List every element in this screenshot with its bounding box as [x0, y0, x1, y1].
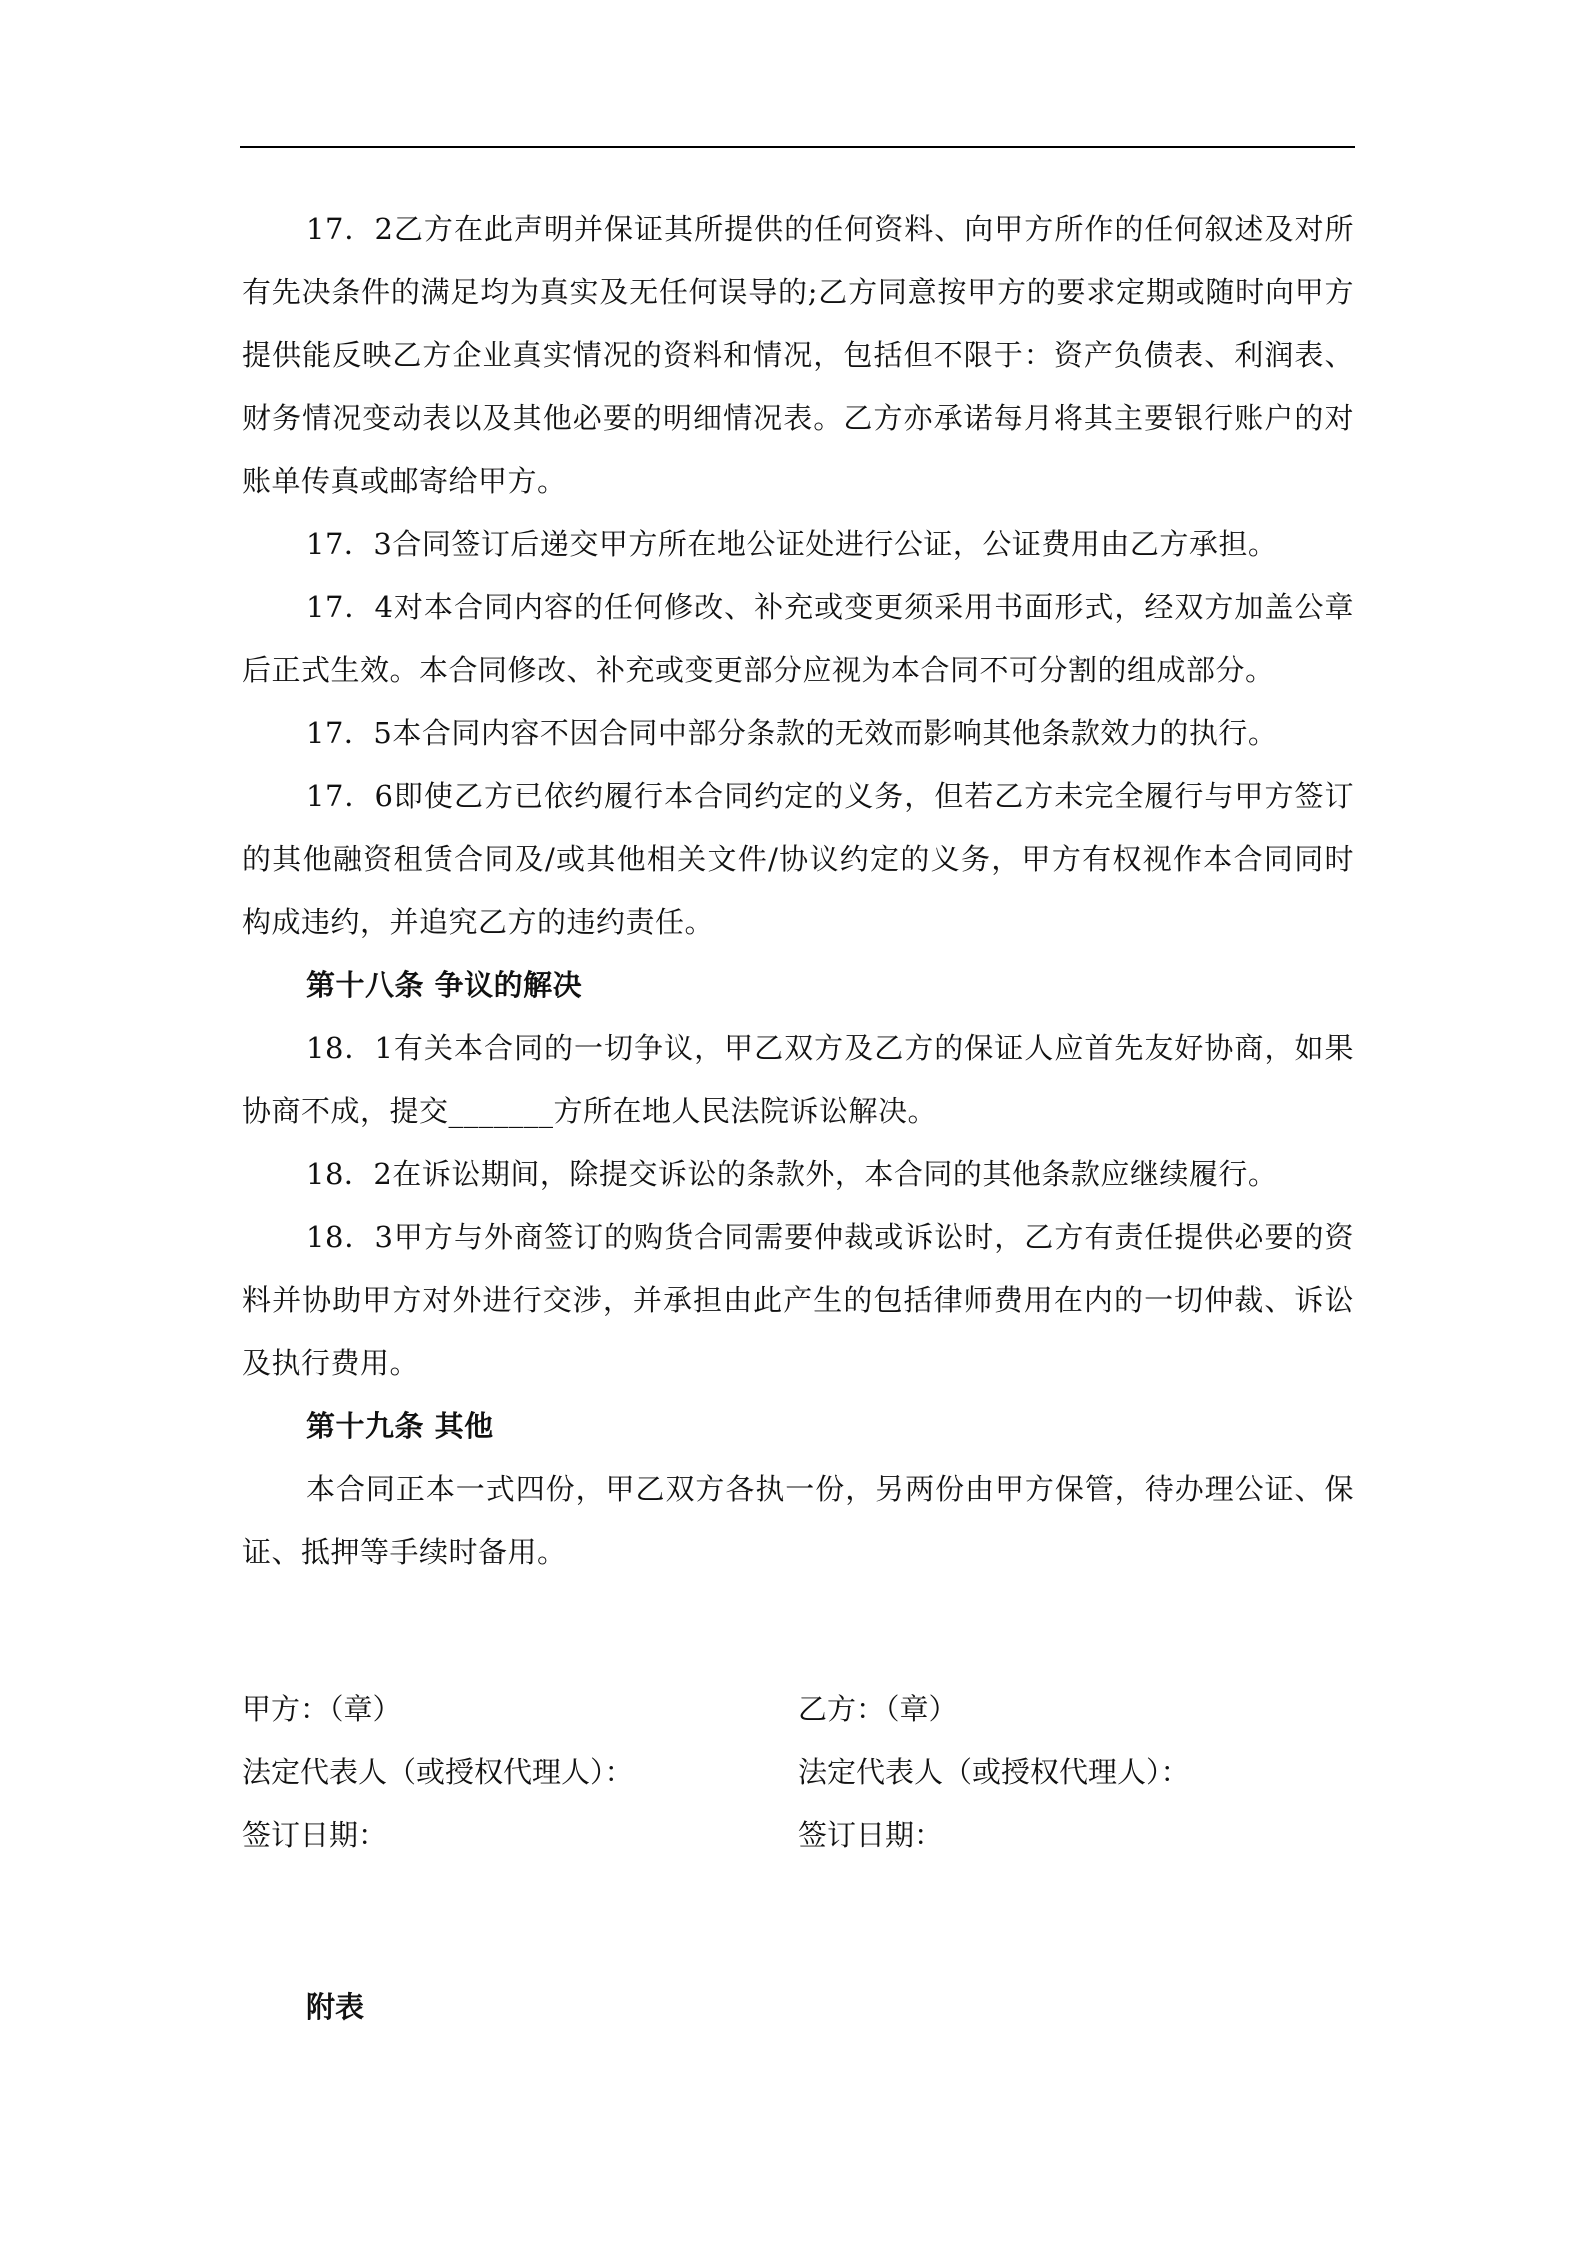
representative-row — [242, 1741, 1354, 1804]
party-a-representative: 法定代表人（或授权代理人）： — [242, 1755, 634, 1789]
article-19-heading: 第十九条 其他 — [306, 1409, 494, 1443]
party-b-date: 签订日期： — [798, 1818, 944, 1852]
date-row — [242, 1804, 1354, 1867]
clause-17-5: 17．5本合同内容不因合同中部分条款的无效而影响其他条款效力的执行。 — [306, 716, 1278, 750]
appendix-title: 附表 — [306, 1990, 365, 2024]
article-18-heading: 第十八条 争议的解决 — [306, 968, 583, 1002]
party-a-date: 签订日期： — [242, 1818, 388, 1852]
clause-18-3: 18．3甲方与外商签订的购货合同需要仲裁或诉讼时，乙方有责任提供必要的资料并协助甲方对外进行交涉，并承担由此产生的包括律师费用在内的一切仲裁、诉讼及执行费用。 — [242, 1220, 1354, 1380]
party-b-seal: 乙方：（章） — [798, 1692, 958, 1726]
header-rule — [240, 146, 1355, 148]
party-a-seal: 甲方：（章） — [242, 1692, 402, 1726]
clause-18-1: 18．1有关本合同的一切争议，甲乙双方及乙方的保证人应首先友好协商，如果协商不成，提交_______方所在地人民法院诉讼解决。 — [242, 1031, 1354, 1128]
clause-17-4: 17．4对本合同内容的任何修改、补充或变更须采用书面形式，经双方加盖公章后正式生效。本合同修改、补充或变更部分应视为本合同不可分割的组成部分。 — [242, 590, 1354, 687]
clause-18-2: 18．2在诉讼期间，除提交诉讼的条款外，本合同的其他条款应继续履行。 — [306, 1157, 1278, 1191]
party-b-representative: 法定代表人（或授权代理人）： — [798, 1755, 1190, 1789]
clause-19-body: 本合同正本一式四份，甲乙双方各执一份，另两份由甲方保管，待办理公证、保证、抵押等手续时备用。 — [242, 1472, 1354, 1569]
clause-17-2: 17．2乙方在此声明并保证其所提供的任何资料、向甲方所作的任何叙述及对所有先决条件的满足均为真实及无任何误导的;乙方同意按甲方的要求定期或随时向甲方提供能反映乙方企业真实情况的资料和情况，包括但不限于：资产负债表、利润表、财务情况变动表以及其他必要的明细情况表。乙方亦承诺每月将其主要银行账户的对账单传真或邮寄给甲方。 — [242, 212, 1354, 498]
contract-body — [242, 198, 1354, 1584]
seal-row — [242, 1678, 1354, 1741]
clause-17-3: 17．3合同签订后递交甲方所在地公证处进行公证，公证费用由乙方承担。 — [306, 527, 1278, 561]
clause-17-6: 17．6即使乙方已依约履行本合同约定的义务，但若乙方未完全履行与甲方签订的其他融资租赁合同及/或其他相关文件/协议约定的义务，甲方有权视作本合同同时构成违约，并追究乙方的违约责任。 — [242, 779, 1354, 939]
signature-block — [242, 1678, 1354, 1867]
